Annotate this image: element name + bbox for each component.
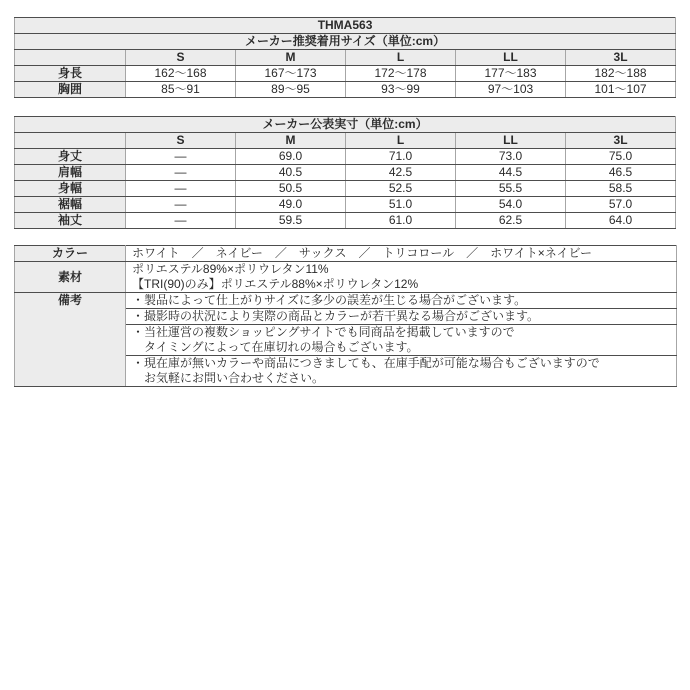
table-row bbox=[15, 181, 676, 197]
corner-cell bbox=[15, 133, 126, 149]
column-header-l: L bbox=[346, 50, 456, 66]
size-value: 182～188 bbox=[566, 66, 676, 82]
size-value: 61.0 bbox=[346, 213, 456, 229]
size-value: ― bbox=[126, 213, 236, 229]
note-value bbox=[126, 309, 677, 325]
size-value: 44.5 bbox=[456, 165, 566, 181]
size-value: 64.0 bbox=[566, 213, 676, 229]
size-value: 40.5 bbox=[236, 165, 346, 181]
note-value bbox=[126, 293, 677, 309]
row-label-body-length: 身丈 bbox=[15, 149, 126, 165]
table-title-row bbox=[15, 34, 676, 50]
recommended-size-table bbox=[14, 17, 676, 98]
size-value: 52.5 bbox=[346, 181, 456, 197]
actual-table-title: メーカー公表実寸（単位:cm） bbox=[15, 117, 676, 133]
note-line: タイミングによって在庫切れの場合もございます。 bbox=[144, 340, 419, 354]
column-header-row bbox=[15, 133, 676, 149]
column-header-m: M bbox=[236, 50, 346, 66]
column-header-s: S bbox=[126, 133, 236, 149]
size-value: 42.5 bbox=[346, 165, 456, 181]
size-value: 55.5 bbox=[456, 181, 566, 197]
size-value: 97～103 bbox=[456, 82, 566, 98]
size-value: 46.5 bbox=[566, 165, 676, 181]
size-value: 51.0 bbox=[346, 197, 456, 213]
size-value: 93～99 bbox=[346, 82, 456, 98]
actual-size-table bbox=[14, 116, 676, 229]
product-detail-table bbox=[14, 245, 677, 387]
row-label-notes: 備考 bbox=[15, 293, 126, 387]
note-line: ・製品によって仕上がりサイズに多少の誤差が生じる場合がございます。 bbox=[132, 293, 527, 307]
table-title-row bbox=[15, 117, 676, 133]
row-label-body-width: 身幅 bbox=[15, 181, 126, 197]
size-value: 71.0 bbox=[346, 149, 456, 165]
size-value: 101～107 bbox=[566, 82, 676, 98]
material-row bbox=[15, 262, 677, 293]
size-value: 50.5 bbox=[236, 181, 346, 197]
size-value: ― bbox=[126, 197, 236, 213]
column-header-s: S bbox=[126, 50, 236, 66]
size-value: 49.0 bbox=[236, 197, 346, 213]
column-header-3l: 3L bbox=[566, 133, 676, 149]
corner-cell bbox=[15, 50, 126, 66]
column-header-ll: LL bbox=[456, 50, 566, 66]
size-value: 85～91 bbox=[126, 82, 236, 98]
size-value: 54.0 bbox=[456, 197, 566, 213]
size-value: ― bbox=[126, 181, 236, 197]
row-label-sleeve-length: 袖丈 bbox=[15, 213, 126, 229]
note-value bbox=[126, 325, 677, 356]
material-line: ポリエステル89%×ポリウレタン11% bbox=[132, 262, 329, 276]
column-header-ll: LL bbox=[456, 133, 566, 149]
note-line: ・撮影時の状況により実際の商品とカラーが若干異なる場合がございます。 bbox=[132, 309, 540, 323]
note-line: ・現在庫が無いカラーや商品につきましても、在庫手配が可能な場合もございますので bbox=[132, 356, 600, 370]
size-value: 177～183 bbox=[456, 66, 566, 82]
size-value: 62.5 bbox=[456, 213, 566, 229]
size-value: 73.0 bbox=[456, 149, 566, 165]
row-label-hem-width: 裾幅 bbox=[15, 197, 126, 213]
size-value: 69.0 bbox=[236, 149, 346, 165]
column-header-3l: 3L bbox=[566, 50, 676, 66]
size-value: 89～95 bbox=[236, 82, 346, 98]
row-label-color: カラー bbox=[15, 246, 126, 262]
size-value: 167～173 bbox=[236, 66, 346, 82]
size-value: 75.0 bbox=[566, 149, 676, 165]
note-value bbox=[126, 356, 677, 387]
note-row bbox=[15, 293, 677, 309]
table-row bbox=[15, 197, 676, 213]
note-line: お気軽にお問い合わせください。 bbox=[144, 371, 325, 385]
product-code: THMA563 bbox=[15, 18, 676, 34]
row-label-height: 身長 bbox=[15, 66, 126, 82]
column-header-l: L bbox=[346, 133, 456, 149]
table-row bbox=[15, 165, 676, 181]
column-header-row bbox=[15, 50, 676, 66]
column-header-m: M bbox=[236, 133, 346, 149]
color-row bbox=[15, 246, 677, 262]
table-row bbox=[15, 66, 676, 82]
note-line: ・当社運営の複数ショッピングサイトでも同商品を掲載していますので bbox=[132, 325, 515, 339]
size-value: 162～168 bbox=[126, 66, 236, 82]
recommended-table-title: メーカー推奨着用サイズ（単位:cm） bbox=[15, 34, 676, 50]
table-row bbox=[15, 213, 676, 229]
size-value: 58.5 bbox=[566, 181, 676, 197]
material-line: 【TRI(90)のみ】ポリエステル88%×ポリウレタン12% bbox=[132, 277, 419, 291]
row-label-shoulder-width: 肩幅 bbox=[15, 165, 126, 181]
size-value: 172～178 bbox=[346, 66, 456, 82]
size-value: 59.5 bbox=[236, 213, 346, 229]
color-value: ホワイト ／ ネイビー ／ サックス ／ トリコロール ／ ホワイト×ネイビー bbox=[126, 246, 677, 262]
size-value: ― bbox=[126, 165, 236, 181]
table-row bbox=[15, 149, 676, 165]
row-label-material: 素材 bbox=[15, 262, 126, 293]
product-code-row bbox=[15, 18, 676, 34]
table-row bbox=[15, 82, 676, 98]
size-value: 57.0 bbox=[566, 197, 676, 213]
size-value: ― bbox=[126, 149, 236, 165]
row-label-chest: 胸囲 bbox=[15, 82, 126, 98]
material-value bbox=[126, 262, 677, 293]
